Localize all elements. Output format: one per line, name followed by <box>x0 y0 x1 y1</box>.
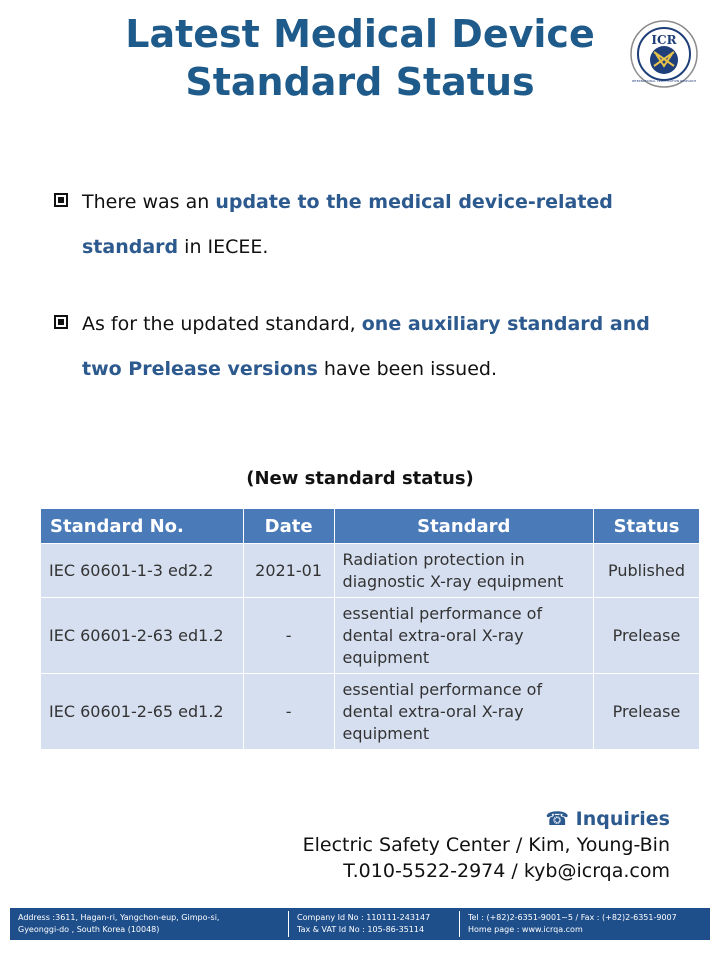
title-line-1: Latest Medical Device <box>125 12 595 56</box>
header-standard: Standard <box>334 509 593 544</box>
header-status: Status <box>594 509 700 544</box>
square-bullet-icon <box>54 315 68 329</box>
footer-company-id: Company Id No : 110111-243147 <box>297 913 431 922</box>
footer-company <box>289 908 459 940</box>
header-standard-no: Standard No. <box>41 509 244 544</box>
inquiries-block <box>303 806 670 884</box>
page-title <box>0 10 720 106</box>
cell-status: Prelease <box>594 598 700 674</box>
bullet-2-pre: As for the updated standard, <box>82 313 362 335</box>
bullet-list <box>54 180 694 424</box>
header-date: Date <box>243 509 334 544</box>
inquiries-contact-person: Electric Safety Center / Kim, Young-Bin <box>302 834 670 856</box>
cell-standard-no: IEC 60601-2-63 ed1.2 <box>41 598 244 674</box>
bullet-2-post: have been issued. <box>317 358 498 380</box>
cell-status: Prelease <box>594 674 700 750</box>
cell-status: Published <box>594 544 700 598</box>
table-row <box>41 598 700 674</box>
bullet-item-2 <box>54 302 694 392</box>
footer-contact <box>460 908 710 940</box>
inquiries-label: Inquiries <box>575 808 670 830</box>
inquiries-contact-details: T.010-5522-2974 / kyb@icrqa.com <box>343 860 670 882</box>
bullet-1-post: in IECEE. <box>178 236 269 258</box>
footer-address-line-1: Address :3611, Hagan-ri, Yangchon-eup, Gimpo-si, <box>18 913 220 922</box>
footer-homepage-link[interactable]: Home page : www.icrqa.com <box>468 925 583 934</box>
cell-standard-no: IEC 60601-2-65 ed1.2 <box>41 674 244 750</box>
logo-ring-text: INTERNATIONAL CERTIFICATION RESEARCH <box>631 79 697 83</box>
icr-logo <box>630 20 698 88</box>
cell-standard-no: IEC 60601-1-3 ed2.2 <box>41 544 244 598</box>
bullet-1-highlight: update to the medical device-related standard <box>82 191 613 258</box>
telephone-icon: ☎ <box>545 808 570 830</box>
table-row <box>41 674 700 750</box>
table-caption: (New standard status) <box>246 468 474 489</box>
table-row <box>41 544 700 598</box>
cell-date: - <box>243 598 334 674</box>
footer-phone-fax: Tel : (+82)2-6351-9001~5 / Fax : (+82)2-6351-9007 <box>468 913 677 922</box>
footer-bar <box>10 908 710 940</box>
cell-standard: essential performance of dental extra-oral X-ray equipment <box>334 598 593 674</box>
footer-address-line-2: Gyeonggi-do , South Korea (10048) <box>18 925 160 934</box>
footer-address <box>10 908 288 940</box>
cell-standard: essential performance of dental extra-oral X-ray equipment <box>334 674 593 750</box>
cell-date: - <box>243 674 334 750</box>
cell-standard: Radiation protection in diagnostic X-ray equipment <box>334 544 593 598</box>
title-line-2: Standard Status <box>185 60 535 104</box>
footer-tax-id: Tax & VAT Id No : 105-86-35114 <box>297 925 425 934</box>
standards-table <box>40 508 700 750</box>
bullet-2-highlight: one auxiliary standard and two Prelease versions <box>82 313 650 380</box>
bullet-item-1 <box>54 180 694 270</box>
inquiries-heading <box>303 806 670 832</box>
cell-date: 2021-01 <box>243 544 334 598</box>
logo-letters: ICR <box>651 33 677 47</box>
bullet-1-pre: There was an <box>82 191 216 213</box>
square-bullet-icon <box>54 193 68 207</box>
table-header-row <box>41 509 700 544</box>
